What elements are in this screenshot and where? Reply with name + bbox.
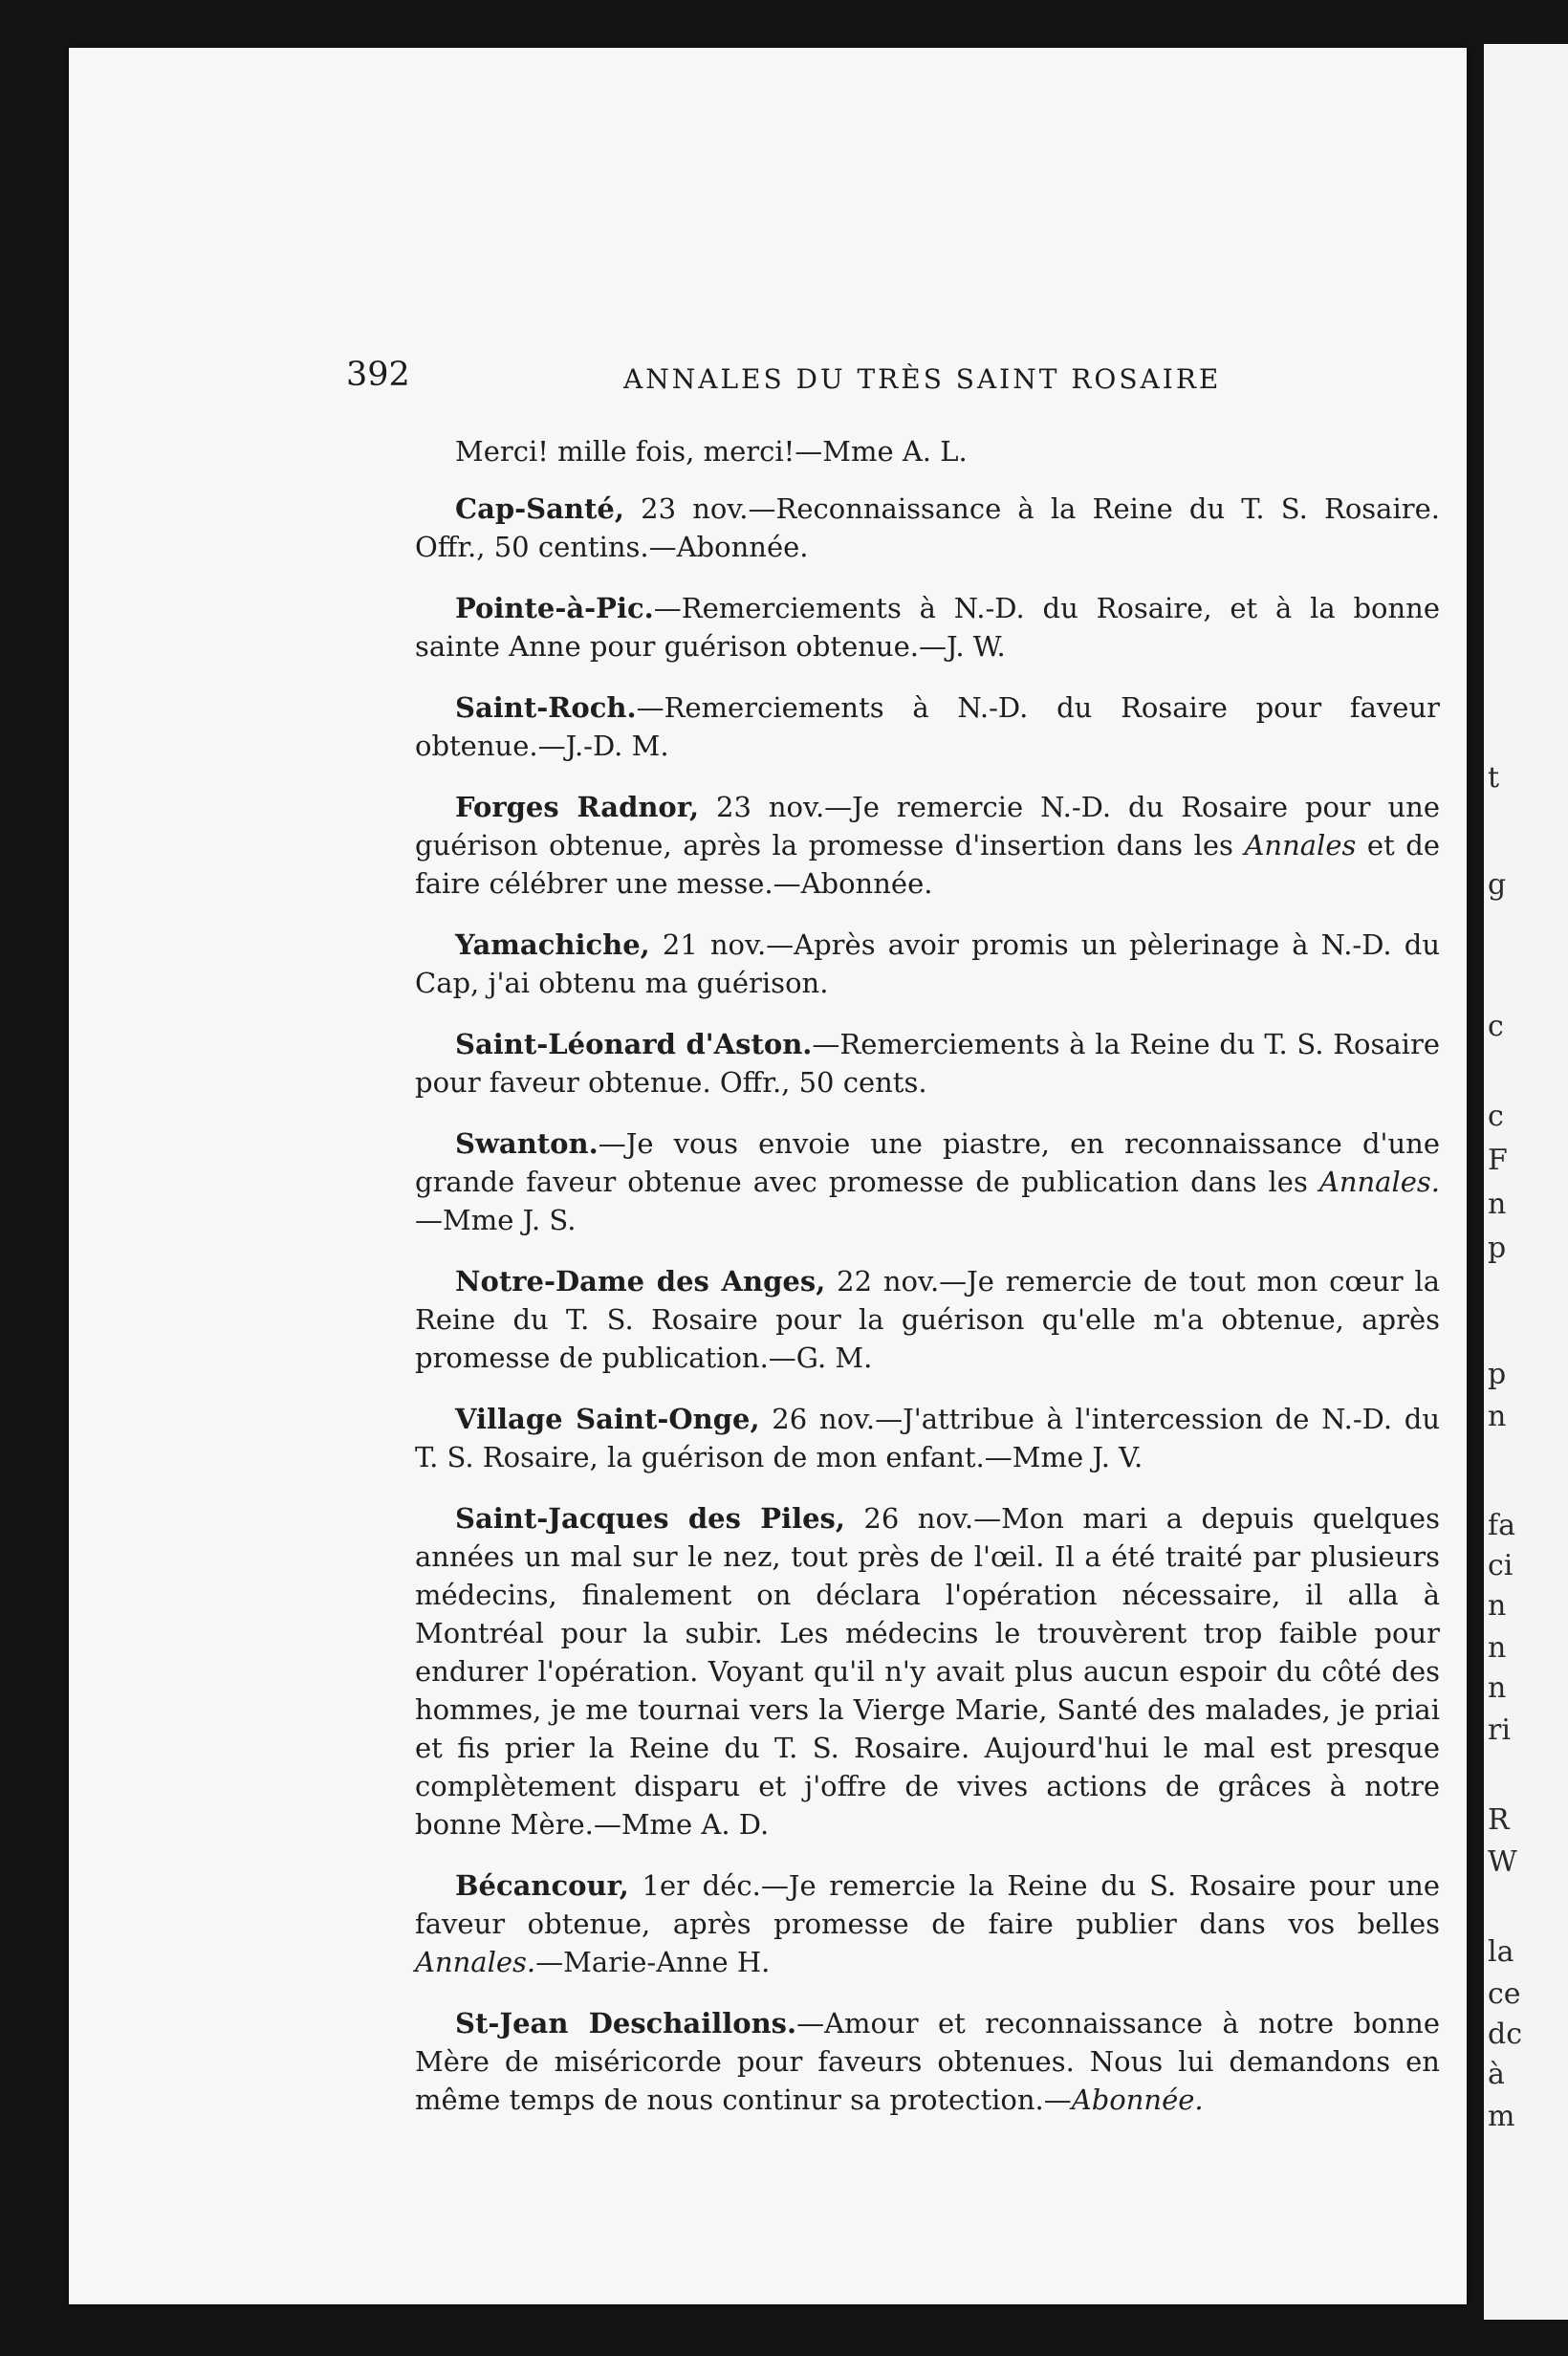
entry-text: —Remerciements à N.-D. du Rosaire, et à la bonne sainte Anne pour guérison obtenue.—J. W. [415,592,1440,663]
entry-text: —Remerciements à la Reine du T. S. Rosaire pour faveur obtenue. Offr., 50 cents. [415,1028,1440,1099]
entry-place: Swanton. [455,1127,599,1160]
fragment: n [1488,1400,1507,1433]
entry-place: Yamachiche, [455,928,650,961]
entry-place: Cap-Santé, [455,492,624,525]
entry-text: 23 nov.—Reconnaissance à la Reine du T. S. Rosaire. Offr., 50 centins.—Abonnée. [415,492,1440,563]
entry-yamachiche [415,926,1440,1002]
entry-forges-radnor [415,788,1440,903]
fragment: n [1488,1631,1507,1665]
entry-saint-leonard [415,1025,1440,1102]
entry-place: Notre-Dame des Anges, [455,1265,826,1298]
entry-place: Forges Radnor, [455,791,700,823]
fragment: n [1488,1671,1507,1705]
entry-becancour [415,1866,1440,1981]
fragment: m [1488,2100,1515,2133]
fragment: c [1488,1010,1504,1043]
entry-place: Saint-Léonard d'Aston. [455,1028,813,1060]
page-number: 392 [346,356,410,394]
fragment: c [1488,1100,1504,1133]
entry-saint-jacques-des-piles [415,1499,1440,1843]
entry-text: 21 nov.—Après avoir promis un pèlerinage à N.-D. du Cap, j'ai obtenu ma guérison. [415,928,1440,999]
entry-pointe-a-pic [415,589,1440,665]
entry-italic: Annales. [1318,1166,1440,1198]
running-title: ANNALES DU TRÈS SAINT ROSAIRE [623,363,1222,395]
fragment: à [1488,2058,1505,2091]
entry-place: Bécancour, [455,1869,629,1902]
entry-place: Saint-Roch. [455,691,637,724]
entry-text: 26 nov.—J'attribue à l'intercession de N.-D. du T. S. Rosaire, la guérison de mon enfant.—Mme J. V. [415,1403,1440,1473]
fragment: F [1488,1144,1508,1177]
fragment: g [1488,868,1507,902]
entry-italic: Annales [1244,829,1357,862]
entry-place: Village Saint-Onge, [455,1403,760,1435]
entry-village-saint-onge [415,1400,1440,1476]
fragment: fa [1488,1509,1515,1542]
entry-italic: Annales. [415,1946,536,1978]
adjacent-page-edge [1484,44,1568,2320]
entry-cap-sante [415,490,1440,566]
entry-text-end: —Mme J. S. [415,1204,577,1236]
fragment: p [1488,1232,1507,1265]
entry-text: —Amour et reconnaissance à notre bonne Mère de miséricorde pour faveurs obtenues. Nous lui demandons en même temps de nous continur sa protection.— [415,2007,1440,2116]
fragment: n [1488,1589,1507,1623]
fragment: ci [1488,1549,1514,1582]
entry-text: —Remerciements à N.-D. du Rosaire pour faveur obtenue.—J.-D. M. [415,691,1440,762]
entry-text: 22 nov.—Je remercie de tout mon cœur la Reine du T. S. Rosaire pour la guérison qu'elle m'a obtenue, après promesse de publication.—G. M. [415,1265,1440,1374]
fragment: W [1488,1845,1517,1879]
fragment: n [1488,1188,1507,1221]
fragment: la [1488,1935,1514,1969]
fragment: p [1488,1358,1507,1391]
fragment: dc [1488,2018,1523,2051]
entry-st-jean-deschaillons [415,2004,1440,2119]
entry-text-end: et de faire célébrer une messe.—Abonnée. [415,829,1441,900]
entry-saint-roch [415,688,1440,765]
fragment: ri [1488,1713,1511,1747]
entry-place: St-Jean Deschaillons. [455,2007,797,2040]
entry-text: 1er déc.—Je remercie la Reine du S. Rosaire pour une faveur obtenue, après promesse de faire publier dans vos belles [415,1869,1440,1940]
page-header [346,356,1245,405]
lead-line: Merci! mille fois, merci!—Mme A. L. [455,435,968,468]
fragment: R [1488,1803,1510,1837]
fragment: t [1488,761,1500,795]
entry-place: Saint-Jacques des Piles, [455,1502,845,1535]
entry-text: 26 nov.—Mon mari a depuis quelques années un mal sur le nez, tout près de l'œil. Il a été traité par plusieurs médecins, finalement on déclara l'opération nécessaire, il alla à Montréal pour la subir. Les médecins le trouvèrent trop faible pour endurer l'opération. Voyant qu'il n'y avait plus aucun espoir du côté des hommes, je me tournai vers la Vierge Marie, Santé des malades, je priai et fis prier la Reine du T. S. Rosaire. Aujourd'hui le mal est presque complètement disparu et j'offre de vives actions de grâces à notre bonne Mère.—Mme A. D. [415,1502,1440,1841]
entry-text: 23 nov.—Je remercie N.-D. du Rosaire pour une guérison obtenue, après la promesse d'insertion dans les [415,791,1440,862]
entry-text: —Je vous envoie une piastre, en reconnaissance d'une grande faveur obtenue avec promesse de publication dans les [415,1127,1440,1198]
book-page [69,48,1467,2304]
entry-notre-dame-des-anges [415,1262,1440,1377]
entry-place: Pointe-à-Pic. [455,592,654,624]
entry-italic: Abonnée. [1071,2083,1204,2116]
fragment: ce [1488,1977,1521,2011]
entry-text-end: —Marie-Anne H. [535,1946,771,1978]
page-body [415,432,1440,2142]
entry-swanton [415,1124,1440,1239]
